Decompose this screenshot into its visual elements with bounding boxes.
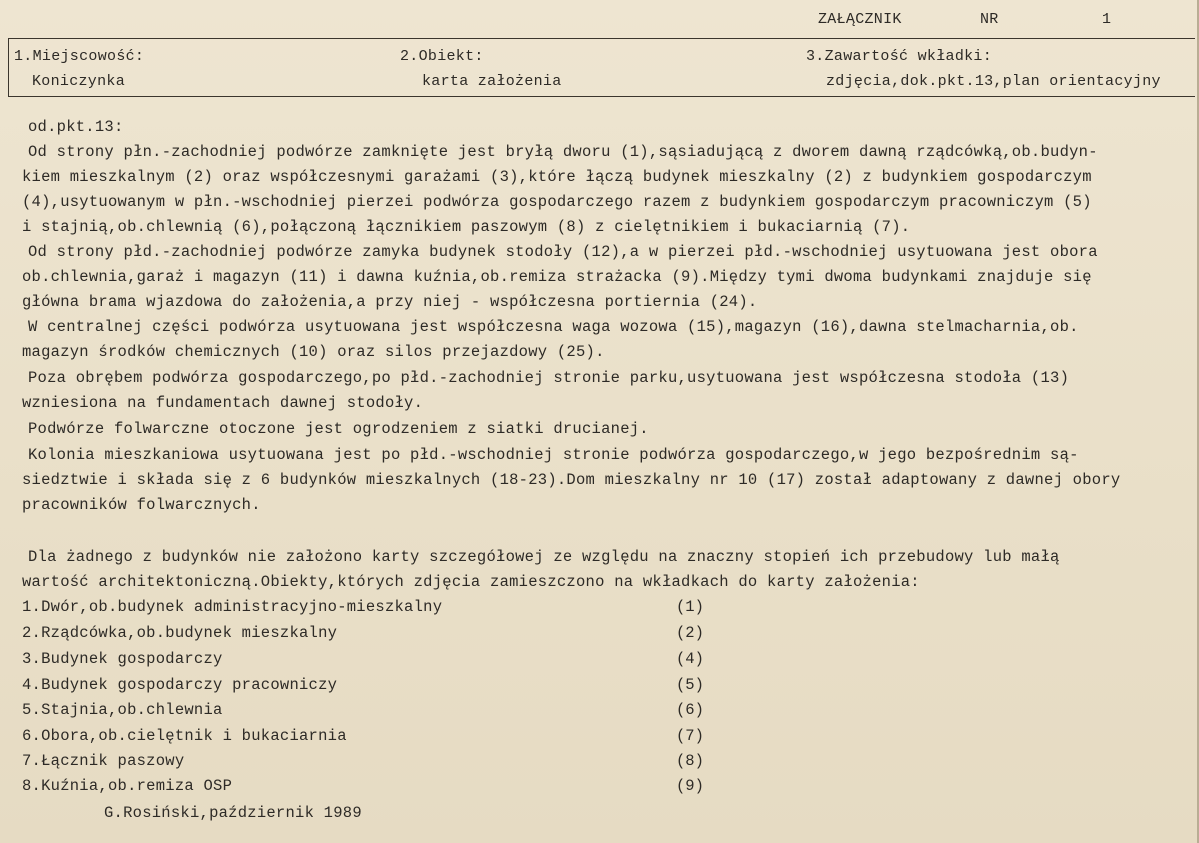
list-item-label: 3.Budynek gospodarczy xyxy=(22,650,223,668)
body-line: Kolonia mieszkaniowa usytuowana jest po płd.-wschodniej stronie podwórza gospodarczego,w jego bezpośrednim są- xyxy=(28,446,1079,464)
body-line: siedztwie i składa się z 6 budynków mieszkalnych (18-23).Dom mieszkalny nr 10 (17) został adaptowany z dawnej obory xyxy=(22,471,1121,489)
nr-value: 1 xyxy=(1102,11,1112,28)
object-value: karta założenia xyxy=(422,73,562,90)
body-line: wzniesiona na fundamentach dawnej stodoły. xyxy=(22,394,424,412)
place-value: Koniczynka xyxy=(32,73,126,90)
attachment-label: ZAŁĄCZNIK xyxy=(818,11,902,28)
body-line: Od strony płd.-zachodniej podwórze zamyka budynek stodoły (12),a w pierzei płd.-wschodniej usytuowana jest obora xyxy=(28,243,1098,261)
body-line: pracowników folwarcznych. xyxy=(22,496,261,514)
body-line: Od strony płn.-zachodniej podwórze zamknięte jest bryłą dworu (1),sąsiadującą z dworem dawną rządcówką,ob.budyn- xyxy=(28,143,1098,161)
note-line: Dla żadnego z budynków nie założono karty szczegółowej ze względu na znaczny stopień ich przebudowy lub małą xyxy=(28,548,1060,566)
list-item-label: 7.Łącznik paszowy xyxy=(22,752,185,770)
body-line: od.pkt.13: xyxy=(28,118,124,136)
list-item-number: (2) xyxy=(676,624,704,642)
body-line: W centralnej części podwórza usytuowana jest współczesna waga wozowa (15),magazyn (16),dawna stelmacharnia,ob. xyxy=(28,318,1079,336)
body-line: kiem mieszkalnym (2) oraz współczesnymi garażami (3),które łączą budynek mieszkalny (2) z budynkiem gospodarczym xyxy=(22,168,1092,186)
body-line: główna brama wjazdowa do założenia,a przy niej - współczesna portiernia (24). xyxy=(22,293,758,311)
place-label: 1.Miejscowość: xyxy=(14,48,145,65)
list-item-number: (5) xyxy=(676,676,704,694)
list-item-number: (1) xyxy=(676,598,704,616)
body-line: Poza obrębem podwórza gospodarczego,po płd.-zachodniej stronie parku,usytuowana jest współczesna stodoła (13) xyxy=(28,369,1070,387)
list-item-label: 8.Kuźnia,ob.remiza OSP xyxy=(22,777,233,795)
contents-label: 3.Zawartość wkładki: xyxy=(806,48,993,65)
body-line: magazyn środków chemicznych (10) oraz silos przejazdowy (25). xyxy=(22,343,605,361)
contents-value: zdjęcia,dok.pkt.13,plan orientacyjny xyxy=(826,73,1161,90)
body-line: i stajnią,ob.chlewnią (6),połączoną łącznikiem paszowym (8) z cielętnikiem i bukaciarnią (7). xyxy=(22,218,911,236)
body-line: (4),usytuowanym w płn.-wschodniej pierzei podwórza gospodarczego razem z budynkiem gospodarczym pracowniczym (5) xyxy=(22,193,1092,211)
list-item-label: 1.Dwór,ob.budynek administracyjno-mieszkalny xyxy=(22,598,443,616)
fields-rule xyxy=(8,96,1195,97)
list-item-number: (6) xyxy=(676,701,704,719)
list-item-label: 6.Obora,ob.cielętnik i bukaciarnia xyxy=(22,727,347,745)
nr-label: NR xyxy=(980,11,999,28)
left-rule xyxy=(8,38,9,96)
list-item-number: (8) xyxy=(676,752,704,770)
list-item-label: 4.Budynek gospodarczy pracowniczy xyxy=(22,676,338,694)
body-line: Podwórze folwarczne otoczone jest ogrodzeniem z siatki drucianej. xyxy=(28,420,649,438)
signature: G.Rosiński,październik 1989 xyxy=(104,804,362,822)
body-line: ob.chlewnia,garaż i magazyn (11) i dawna kuźnia,ob.remiza strażacka (9).Między tymi dwoma budynkami znajduje się xyxy=(22,268,1092,286)
list-item-number: (7) xyxy=(676,727,704,745)
note-line: wartość architektoniczną.Obiekty,których zdjęcia zamieszczono na wkładkach do karty założenia: xyxy=(22,573,920,591)
list-item-label: 2.Rządcówka,ob.budynek mieszkalny xyxy=(22,624,338,642)
list-item-number: (4) xyxy=(676,650,704,668)
top-rule xyxy=(8,38,1195,39)
object-label: 2.Obiekt: xyxy=(400,48,484,65)
list-item-number: (9) xyxy=(676,777,704,795)
list-item-label: 5.Stajnia,ob.chlewnia xyxy=(22,701,223,719)
